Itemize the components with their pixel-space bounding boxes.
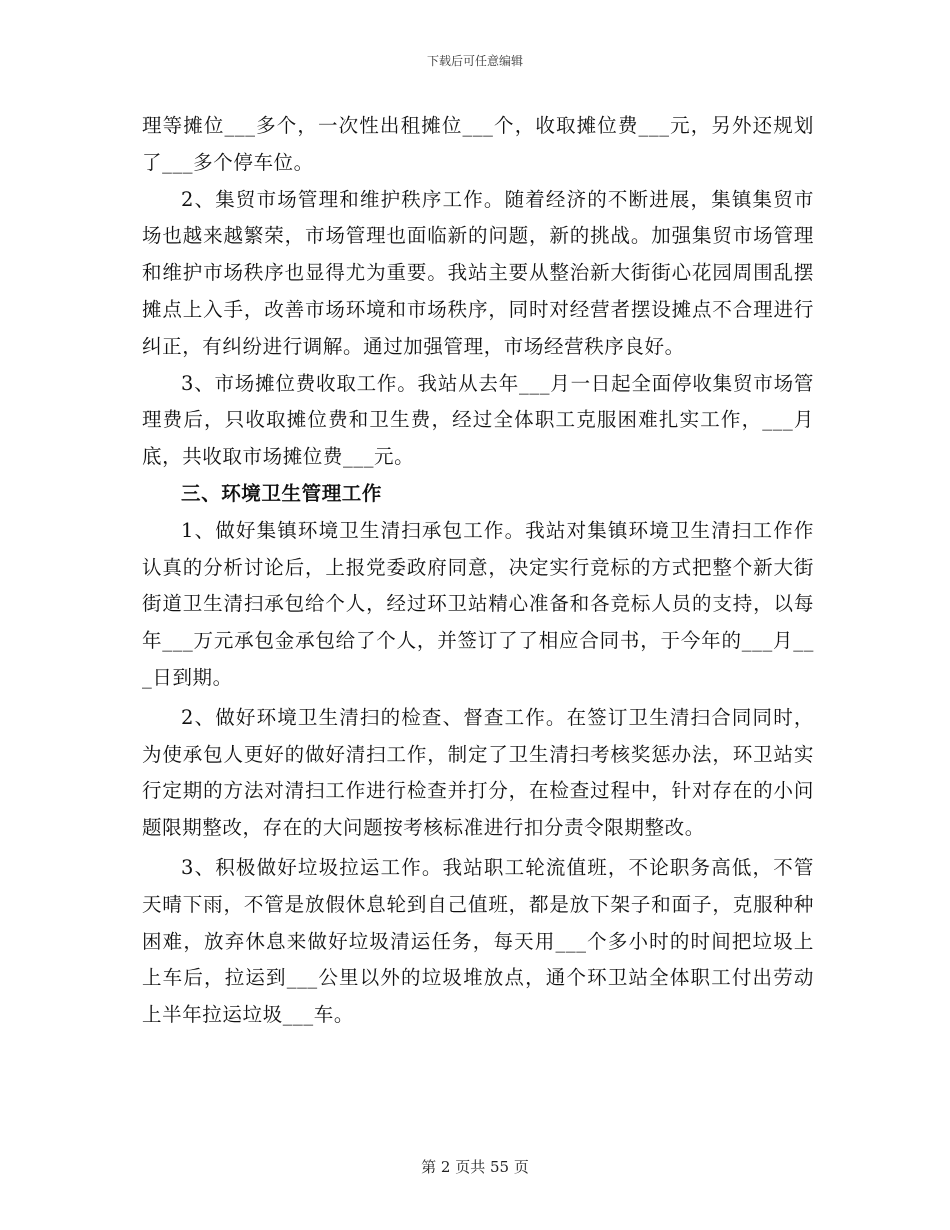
document-body: [142, 108, 814, 1034]
paragraph-market-management: 2、集贸市场管理和维护秩序工作。随着经济的不断进展，集镇集贸市场也越来越繁荣，市场管理也面临新的问题，新的挑战。加强集贸市场管理和维护市场秩序也显得尤为重要。我站主要从整治新大街街心花园周围乱摆摊点上入手，改善市场环境和市场秩序，同时对经营者摆设摊点不合理进行纠正，有纠纷进行调解。通过加强管理，市场经营秩序良好。: [142, 187, 814, 358]
paragraph-garbage-transport: 3、积极做好垃圾拉运工作。我站职工轮流值班，不论职务高低，不管天晴下雨，不管是放假休息轮到自己值班，都是放下架子和面子，克服种种困难，放弃休息来做好垃圾清运任务，每天用___个多小时的时间把垃圾上上车后，拉运到___公里以外的垃圾堆放点，通个环卫站全体职工付出劳动上半年拉运垃圾___车。: [142, 855, 814, 1027]
paragraph-inspection: 2、做好环境卫生清扫的检查、督查工作。在签订卫生清扫合同同时，为使承包人更好的做好清扫工作，制定了卫生清扫考核奖惩办法，环卫站实行定期的方法对清扫工作进行检查并打分，在检查过程中，针对存在的小问题限期整改，存在的大问题按考核标准进行扣分责令限期整改。: [142, 705, 814, 840]
paragraph-continuation: 理等摊位___多个，一次性出租摊位___个，收取摊位费___元，另外还规划了___多个停车位。: [142, 114, 814, 174]
paragraph-cleaning-contract: 1、做好集镇环境卫生清扫承包工作。我站对集镇环境卫生清扫工作作认真的分析讨论后，上报党委政府同意，决定实行竞标的方式把整个新大街街道卫生清扫承包给个人，经过环卫站精心准备和各竞标人员的支持，以每年___万元承包金承包给了个人，并签订了了相应合同书，于今年的___月___日到期。: [142, 518, 814, 689]
page-number: 第 2 页共 55 页: [421, 1158, 529, 1176]
page-header: 下载后可任意编辑: [426, 54, 523, 68]
section-heading-sanitation: 三、环境卫生管理工作: [181, 481, 383, 505]
paragraph-stall-fee: 3、市场摊位费收取工作。我站从去年___月一日起全面停收集贸市场管理费后，只收取摊位费和卫生费，经过全体职工克服困难扎实工作，___月底，共收取市场摊位费___元。: [142, 371, 814, 469]
